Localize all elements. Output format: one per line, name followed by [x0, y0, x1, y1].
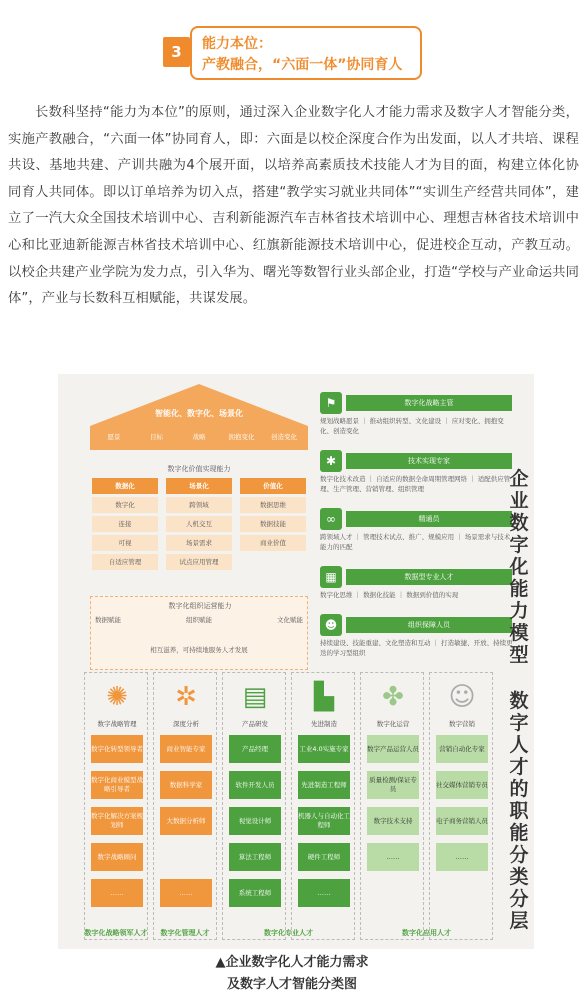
brain-icon: ✺ — [106, 682, 128, 712]
column-name: 数字化运营 — [376, 720, 410, 728]
value-cell: 连接 — [92, 516, 158, 532]
value-row — [92, 535, 306, 551]
role-cell: 机器人与自动化工程师 — [298, 807, 350, 835]
role-cell: 系统工程师 — [229, 879, 281, 907]
role-cell: 工业4.0实施专家 — [298, 735, 350, 763]
roof-step: 创造变化 — [266, 430, 302, 444]
value-table — [92, 478, 306, 573]
operation-footer: 相互滋养，可持续地服务人才发展 — [150, 646, 248, 654]
column-name: 数字营销 — [449, 720, 475, 728]
people-icon: ☻ — [320, 614, 342, 636]
value-cell: 可视 — [92, 535, 158, 551]
ladder-desc: 数字化技术改造 ｜ 自适应的数据全命周期管理网络 ｜ 适配供应管理、生产管理、营销管理、组织管理 — [320, 475, 511, 493]
value-cell: 人机交互 — [166, 516, 232, 532]
tech-icon: ✱ — [320, 450, 342, 472]
section-header — [160, 26, 422, 82]
link-icon: ∞ — [320, 508, 342, 530]
role-cell: 数字化商业模型战略引导者 — [91, 771, 143, 799]
ladder-label: 组织保障人员 — [346, 617, 512, 633]
side-title-capability-model: 企业数字化能力模型 — [509, 468, 529, 666]
role-cell: …… — [367, 843, 419, 871]
operation-items — [95, 615, 303, 624]
value-header-cell: 价值化 — [240, 478, 306, 494]
talent-grid — [84, 672, 494, 944]
role-cell: 数字化解决方案规划师 — [91, 807, 143, 835]
ladder-label: 精通员 — [346, 511, 512, 527]
role-cell: 大数据分析师 — [160, 807, 212, 835]
ladder-label: 数字化战略主管 — [346, 395, 512, 411]
role-cell: 数字战略顾问 — [91, 843, 143, 871]
value-cell: 试点应用管理 — [166, 554, 232, 570]
value-title: 数字化价值实现能力 — [167, 465, 231, 473]
strategy-icon: ⚑ — [320, 392, 342, 414]
roof-step: 拥抱变化 — [224, 430, 260, 444]
value-cell: 数据思维 — [240, 497, 306, 513]
ladder-desc: 持续建设、技能重建、文化塑造和互动 ｜ 打造敏捷、开放、持续更迭的学习型组织 — [320, 639, 513, 657]
figure — [58, 374, 534, 949]
section-number: 3 — [163, 37, 190, 67]
column-name: 深度分析 — [173, 720, 199, 728]
talent-column — [153, 672, 217, 940]
value-cell: 商业价值 — [240, 535, 306, 551]
ops-icon: ✤ — [382, 682, 404, 712]
person-icon: ☺ — [448, 682, 476, 712]
monitor-icon: ▤ — [242, 682, 268, 712]
column-name: 数字战略管理 — [97, 720, 137, 728]
roof-steps — [96, 430, 302, 444]
talent-column — [360, 672, 424, 940]
talent-column — [429, 672, 493, 940]
value-house — [88, 382, 310, 662]
role-cell: …… — [160, 879, 212, 907]
value-cell: 场景需求 — [166, 535, 232, 551]
value-cell: 数字化 — [92, 497, 158, 513]
roof-step: 战略 — [181, 430, 217, 444]
talent-column — [84, 672, 148, 940]
value-row — [92, 554, 306, 570]
roof-title: 智能化、数字化、场景化 — [155, 409, 243, 418]
role-cell: 数字产品运营人员 — [367, 735, 419, 763]
column-footer: 数字化应用人才 — [402, 929, 451, 937]
value-cell: 跨领域 — [166, 497, 232, 513]
network-icon: ✲ — [175, 682, 197, 712]
side-title-talent-classification: 数字人才的职能分类分层 — [509, 690, 529, 932]
value-cell: 自适应管理 — [92, 554, 158, 570]
role-cell: 数字技术支持 — [367, 807, 419, 835]
roof-step: 目标 — [139, 430, 175, 444]
role-cell: 先进制造工程师 — [298, 771, 350, 799]
value-cell-empty — [240, 554, 306, 570]
value-capability — [90, 464, 308, 582]
role-cell: 质量检测/保证专员 — [367, 771, 419, 799]
talent-column — [291, 672, 355, 940]
section-title: 能力本位： — [202, 36, 272, 52]
talent-column — [222, 672, 286, 940]
operation-item: 数据赋能 — [95, 616, 121, 624]
role-cell: 电子商务营销人员 — [436, 807, 488, 835]
value-row — [92, 516, 306, 532]
operation-title: 数字化组织运营能力 — [168, 602, 232, 610]
role-cell: 产品经理 — [229, 735, 281, 763]
section-subtitle: 产教融合，“六面一体”协同育人 — [202, 57, 403, 73]
role-cell: …… — [298, 879, 350, 907]
data-icon: ▦ — [320, 566, 342, 588]
operation-item: 组织赋能 — [186, 616, 212, 624]
value-cell: 数据技能 — [240, 516, 306, 532]
ladder-desc: 跨领域人才 ｜ 管理技术试点、推广、规模应用 ｜ 场景需求与技术能力的匹配 — [320, 533, 511, 551]
body-paragraph: 长数科坚持“能力为本位”的原则，通过深入企业数字化人才能力需求及数字人才智能分类，实施产教融合，“六面一体”协同育人，即：六面是以校企深度合作为出发面，以人才共培、课程共设、基地共建、产训共融为4个展开面，以培养高素质技术技能人才为目的面，构建立体化协同育人共同体。即以订单培养为切入点，搭建“教学实习就业共同体”“实训生产经营共同体”，建立了一汽大众全国技术培训中心、吉利新能源汽车吉林省技术培训中心、理想吉林省技术培训中心和比亚迪新能源吉林省技术培训中心、红旗新能源技术培训中心，促进校企互动，产教互动。以校企共建产业学院为发力点，引入华为、曙光等数智行业头部企业，打造“学校与产业命运共同体”，产业与长数科互相赋能，共谋发展。 — [8, 105, 579, 307]
factory-icon: ▙ — [314, 682, 334, 712]
column-footer: 数字化战略领军人才 — [84, 929, 148, 937]
figure-caption — [0, 952, 584, 996]
caption-line-1: ▲企业数字化人才能力需求 — [215, 955, 369, 970]
roof-step: 愿景 — [96, 430, 132, 444]
value-header-row — [92, 478, 306, 494]
capability-ladder — [320, 392, 516, 674]
caption-line-2: 及数字人才智能分类图 — [226, 977, 357, 992]
role-cell: 社交媒体营销专员 — [436, 771, 488, 799]
column-footer: 数字化管理人才 — [160, 929, 210, 937]
role-cell: 数据科学家 — [160, 771, 212, 799]
section-title-box — [190, 26, 422, 80]
operation-capability — [90, 596, 308, 670]
role-cell: 视觉设计师 — [229, 807, 281, 835]
role-cell: …… — [436, 843, 488, 871]
ladder-label: 数据型专业人才 — [346, 569, 512, 585]
value-header-cell: 场景化 — [166, 478, 232, 494]
role-cell: 硬件工程师 — [298, 843, 350, 871]
role-cell: …… — [91, 879, 143, 907]
ladder-desc: 规划战略愿景 ｜ 推动组织转型、文化建设 ｜ 应对变化、拥抱变化、创造变化 — [320, 417, 504, 435]
role-cell: 商业智能专家 — [160, 735, 212, 763]
value-row — [92, 497, 306, 513]
value-header-cell: 数据化 — [92, 478, 158, 494]
ladder-label: 技术实现专家 — [346, 453, 512, 469]
role-cell: 数字化转型领导者 — [91, 735, 143, 763]
role-cell: 软件开发人员 — [229, 771, 281, 799]
ladder-desc: 数字化思维 ｜ 数据化技能 ｜ 数据到价值的实现 — [320, 591, 459, 599]
column-footer: 数字化专业人才 — [264, 929, 313, 937]
operation-item: 文化赋能 — [277, 616, 303, 624]
column-name: 产品研发 — [242, 720, 268, 728]
role-cell: 营销自动化专家 — [436, 735, 488, 763]
column-name: 先进制造 — [311, 720, 337, 728]
role-cell: 算法工程师 — [229, 843, 281, 871]
